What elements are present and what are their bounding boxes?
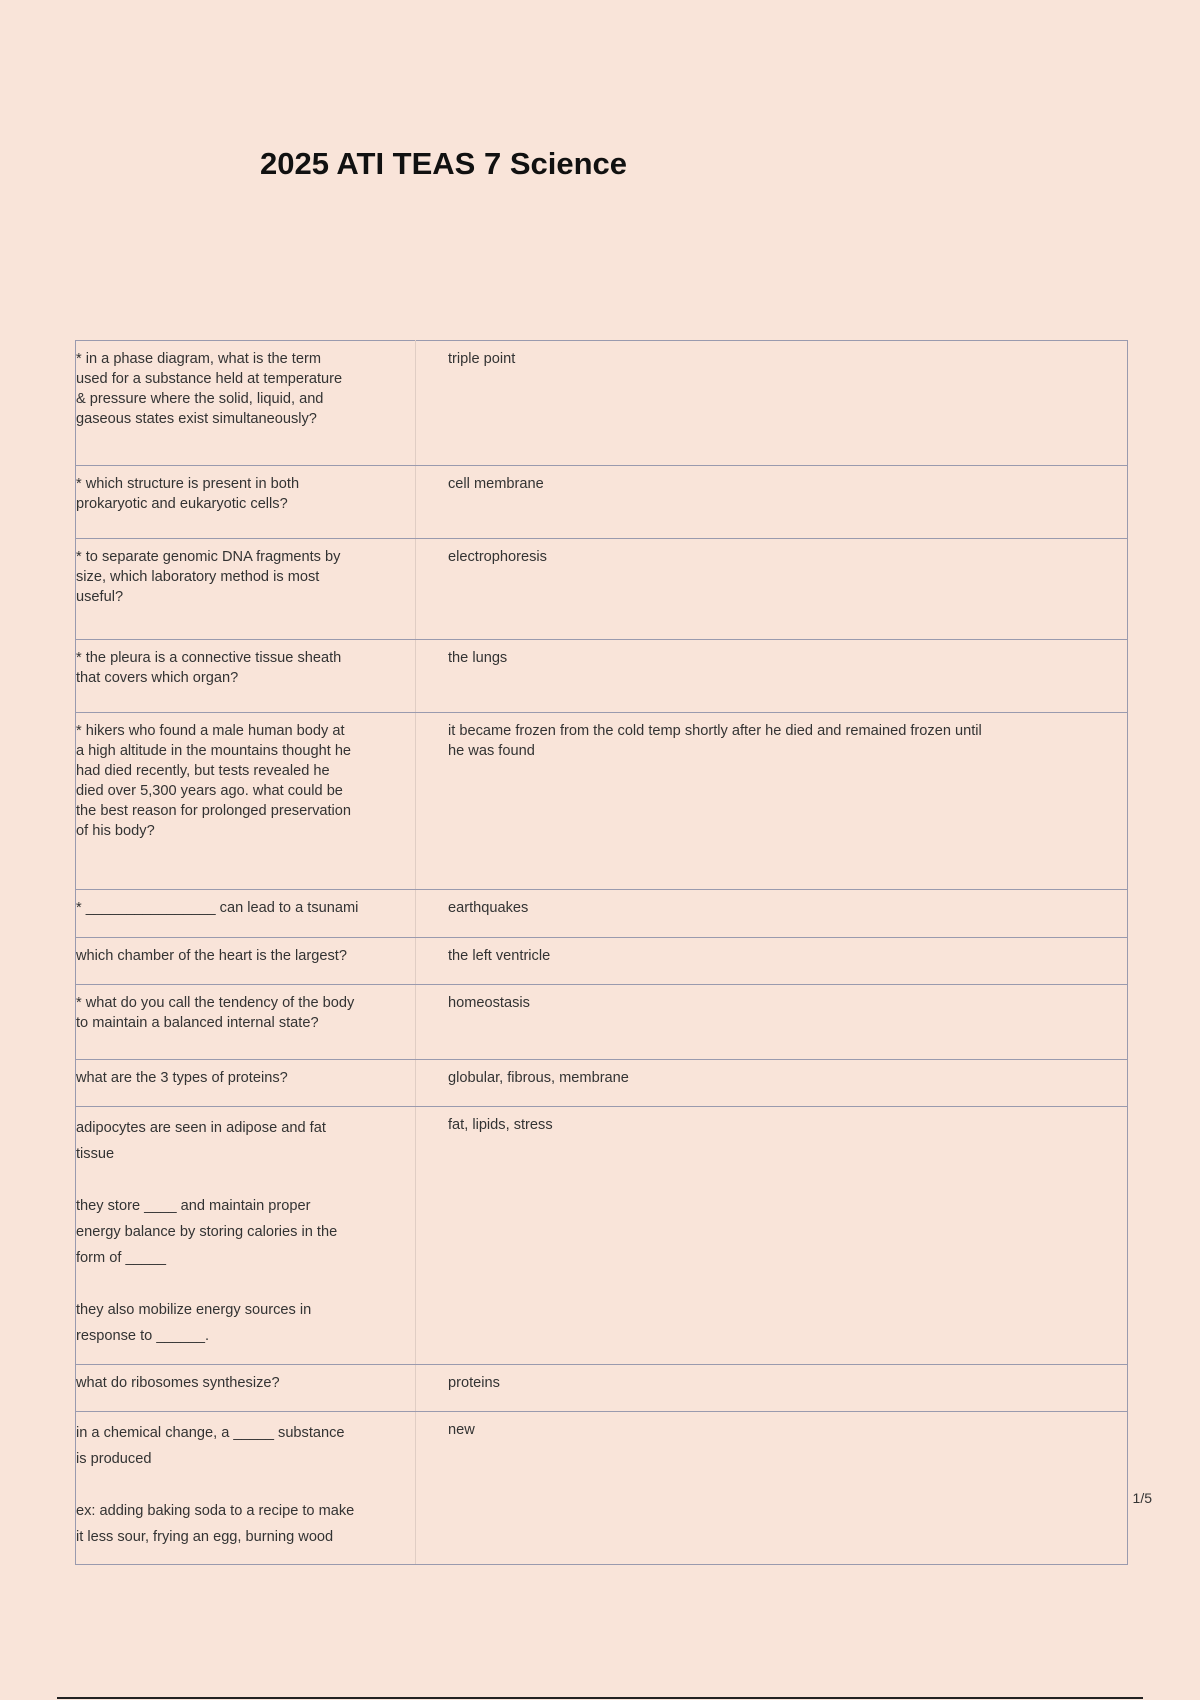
table-row [76, 985, 1128, 1060]
table-row [76, 1365, 1128, 1412]
answer-text: electrophoresis [448, 549, 547, 565]
table-row [76, 1060, 1128, 1107]
table-row [76, 640, 1128, 713]
question-text: * hikers who found a male human body at a high altitude in the mountains thought he had died recently, but tests revealed he died over 5,300 years ago. what could be the best reason for prolonged preservation of his body? [76, 723, 352, 839]
question-cell [76, 640, 416, 713]
question-text: adipocytes are seen in adipose and fat tissue they store ____ and maintain proper energy balance by storing calories in the form of _____ they also mobilize energy sources in response to ______. [76, 1120, 338, 1344]
question-text: * to separate genomic DNA fragments by size, which laboratory method is most useful? [76, 549, 341, 605]
question-cell [76, 1412, 416, 1565]
question-cell [76, 1365, 416, 1412]
answer-text: earthquakes [448, 900, 529, 916]
question-text: * ________________ can lead to a tsunami [76, 900, 359, 916]
answer-cell [416, 1412, 1128, 1565]
answer-text: triple point [448, 351, 516, 367]
answer-cell [416, 466, 1128, 539]
question-cell [76, 985, 416, 1060]
question-text: what are the 3 types of proteins? [76, 1070, 288, 1086]
page-number: 1/5 [1132, 1490, 1152, 1506]
answer-cell [416, 341, 1128, 466]
answer-cell [416, 985, 1128, 1060]
answer-text: globular, fibrous, membrane [448, 1070, 629, 1086]
question-cell [76, 341, 416, 466]
question-cell [76, 466, 416, 539]
question-text: * in a phase diagram, what is the term used for a substance held at temperature & pressure where the solid, liquid, and gaseous states exist simultaneously? [76, 351, 343, 427]
question-cell [76, 539, 416, 640]
answer-text: fat, lipids, stress [448, 1117, 553, 1133]
answer-text: homeostasis [448, 995, 530, 1011]
table-row [76, 341, 1128, 466]
question-text: * the pleura is a connective tissue sheath that covers which organ? [76, 650, 342, 686]
table-row [76, 539, 1128, 640]
footer-rule [57, 1697, 1143, 1699]
answer-cell [416, 890, 1128, 938]
answer-text: the left ventricle [448, 948, 551, 964]
table-row [76, 938, 1128, 985]
answer-cell [416, 938, 1128, 985]
table-row [76, 1412, 1128, 1565]
answer-cell [416, 1107, 1128, 1365]
answer-cell [416, 1365, 1128, 1412]
question-cell [76, 1107, 416, 1365]
answer-text: it became frozen from the cold temp shortly after he died and remained frozen until he was found [448, 723, 982, 759]
answer-cell [416, 1060, 1128, 1107]
answer-cell [416, 539, 1128, 640]
question-cell [76, 938, 416, 985]
answer-text: the lungs [448, 650, 508, 666]
question-text: what do ribosomes synthesize? [76, 1375, 280, 1391]
question-cell [76, 890, 416, 938]
flashcard-table [75, 340, 1128, 1565]
question-text: * what do you call the tendency of the body to maintain a balanced internal state? [76, 995, 355, 1031]
table-row [76, 890, 1128, 938]
answer-cell [416, 713, 1128, 890]
answer-text: proteins [448, 1375, 500, 1391]
question-cell [76, 713, 416, 890]
question-text: in a chemical change, a _____ substance is produced ex: adding baking soda to a recipe to make it less sour, frying an egg, burning wood [76, 1425, 355, 1545]
table-row [76, 1107, 1128, 1365]
answer-text: cell membrane [448, 476, 544, 492]
document-title: 2025 ATI TEAS 7 Science [260, 146, 628, 181]
answer-text: new [448, 1422, 475, 1438]
question-text: which chamber of the heart is the largest? [76, 948, 347, 964]
question-cell [76, 1060, 416, 1107]
question-text: * which structure is present in both prokaryotic and eukaryotic cells? [76, 476, 300, 512]
table-row [76, 713, 1128, 890]
table-row [76, 466, 1128, 539]
answer-cell [416, 640, 1128, 713]
